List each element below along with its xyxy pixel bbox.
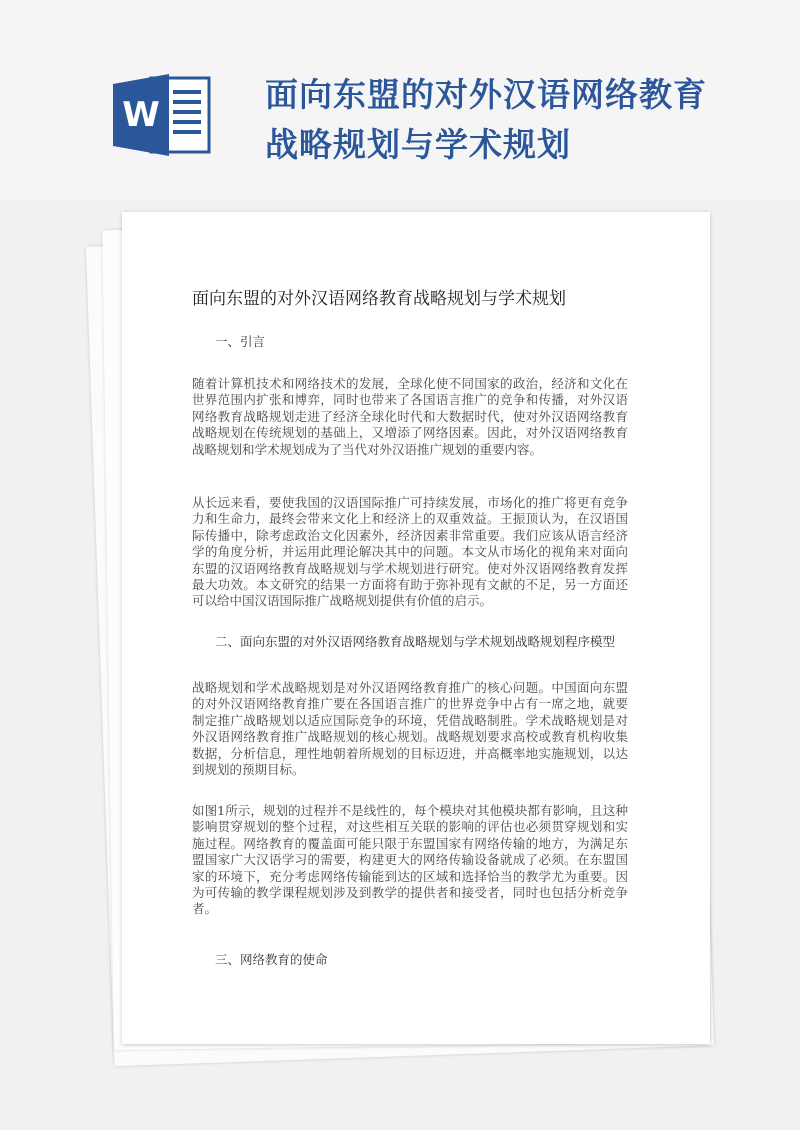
document-page — [122, 212, 710, 1044]
paragraph-2: 从长远来看，要使我国的汉语国际推广可持续发展，市场化的推广将更有竞争力和生命力，最终会带来文化上和经济上的双重效益。王振顶认为，在汉语国际传播中，除考虑政治文化因素外，经济因素非常重要。我们应该从语言经济学的角度分析，并运用此理论解决其中的问题。本文从市场化的视角来对面向东盟的汉语网络教育战略规划与学术规划进行研究。使对外汉语网络教育发挥最大功效。本文研究的结果一方面将有助于弥补现有文献的不足，另一方面还可以给中国汉语国际推广战略规划提供有价值的启示。 — [192, 495, 628, 609]
word-logo-letter: W — [122, 95, 160, 135]
cover-title — [265, 70, 745, 170]
cover-header — [0, 0, 800, 200]
section-heading-mission: 三、网络教育的使命 — [215, 952, 328, 967]
cover-title-line-2: 战略规划与学术规划 — [265, 125, 571, 164]
word-document-icon — [113, 70, 213, 160]
paragraph-1: 随着计算机技术和网络技术的发展，全球化使不同国家的政治，经济和文化在世界范围内扩张和博弈，同时也带来了各国语言推广的竞争和传播，对外汉语网络教育战略规划走进了经济全球化时代和大数据时代，使对外汉语网络教育战略规划在传统规划的基础上，又增添了网络因素。因此，对外汉语网络教育战略规划和学术规划成为了当代对外汉语推广规划的重要内容。 — [192, 376, 628, 457]
section-heading-introduction: 一、引言 — [215, 334, 266, 349]
paragraph-4: 如图1所示，规划的过程并不是线性的，每个模块对其他模块都有影响，且这种影响贯穿规划的整个过程，对这些相互关联的影响的评估也必须贯穿规划和实施过程。网络教育的覆盖面可能只限于东盟国家有网络传输的地方，为满足东盟国家广大汉语学习的需要，构建更大的网络传输设备就成了必须。在东盟国家的环境下，充分考虑网络传输能到达的区域和选择恰当的教学尤为重要。因为可传输的教学课程规划涉及到教学的提供者和接受者，同时也包括分析竞争者。 — [192, 803, 628, 917]
cover-title-line-1: 面向东盟的对外汉语网络教育 — [265, 75, 707, 114]
document-title: 面向东盟的对外汉语网络教育战略规划与学术规划 — [192, 289, 566, 309]
section-heading-strategic-model: 二、面向东盟的对外汉语网络教育战略规划与学术规划战略规划程序模型 — [215, 634, 616, 649]
paragraph-3: 战略规划和学术战略规划是对外汉语网络教育推广的核心问题。中国面向东盟的对外汉语网络教育推广要在各国语言推广的世界竞争中占有一席之地，就要制定推广战略规划以适应国际竞争的环境，凭借战略制胜。学术战略规划是对外汉语网络教育推广战略规划的核心规划。战略规划要求高校或教育机构收集数据，分析信息，理性地朝着所规划的目标迈进，并高概率地实施规划，以达到规划的预期目标。 — [192, 680, 628, 778]
